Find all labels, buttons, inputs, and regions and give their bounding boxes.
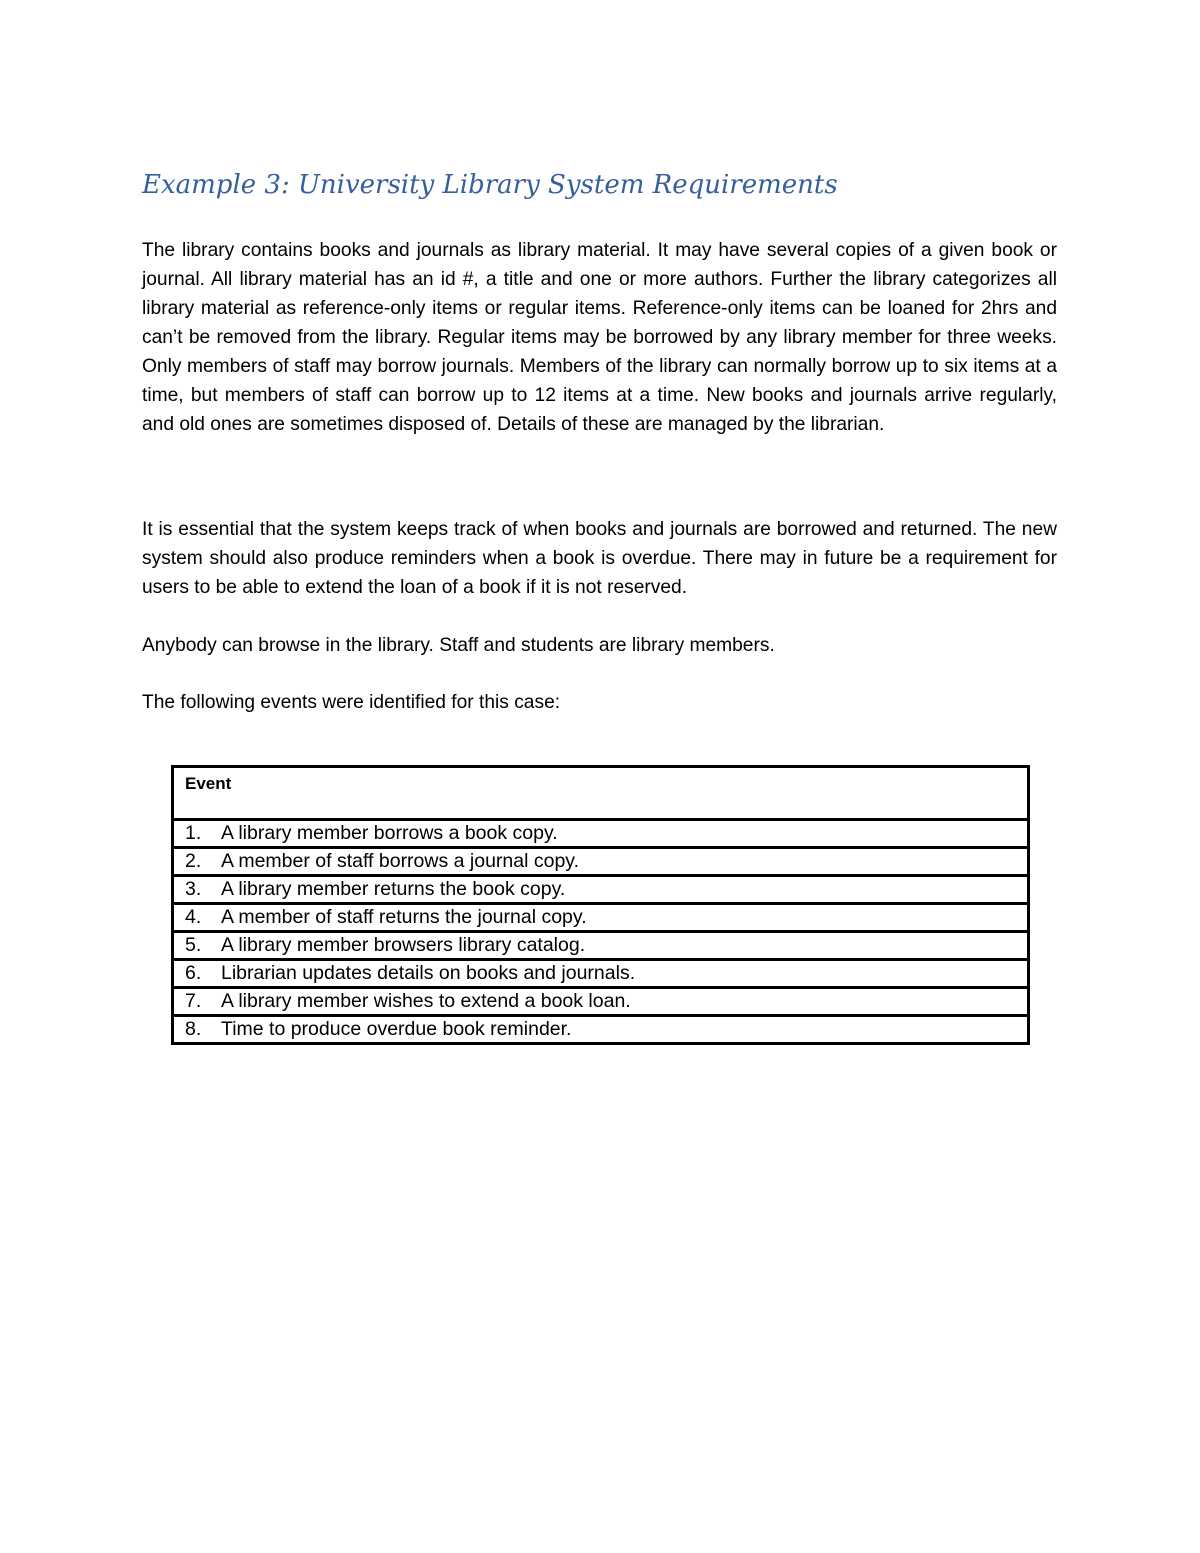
- event-number: 7.: [185, 990, 202, 1012]
- table-row: [173, 848, 1029, 876]
- event-text: A library member wishes to extend a book loan.: [221, 990, 631, 1012]
- event-number: 3.: [185, 878, 202, 900]
- paragraph-events-intro: The following events were identified for this case:: [142, 692, 561, 713]
- paragraph-library-members: Anybody can browse in the library. Staff and students are library members.: [142, 635, 775, 656]
- paragraph-system-requirements: It is essential that the system keeps track of when books and journals are borrowed and returned. The new system should also produce reminders when a book is overdue. There may in future be a requirement for users to be able to extend the loan of a book if it is not reserved.: [142, 519, 1057, 598]
- event-cell: [173, 820, 1029, 848]
- document-title: Example 3: University Library System Requirements: [142, 170, 838, 200]
- event-number: 6.: [185, 962, 202, 984]
- event-text: Time to produce overdue book reminder.: [221, 1018, 572, 1040]
- event-cell: [173, 932, 1029, 960]
- table-row: [173, 1016, 1029, 1044]
- paragraph-library-description: The library contains books and journals as library material. It may have several copies of a given book or journal. All library material has an id #, a title and one or more authors. Further the library categorizes all library material as reference-only items or regular items. Reference-only items can be loaned for 2hrs and can’t be removed from the library. Regular items may be borrowed by any library member for three weeks. Only members of staff may borrow journals. Members of the library can normally borrow up to six items at a time, but members of staff can borrow up to 12 items at a time. New books and journals arrive regularly, and old ones are sometimes disposed of. Details of these are managed by the librarian.: [142, 240, 1057, 435]
- table-row: [173, 932, 1029, 960]
- event-cell: [173, 848, 1029, 876]
- event-text: Librarian updates details on books and journals.: [221, 962, 636, 984]
- event-cell: [173, 904, 1029, 932]
- event-cell: [173, 876, 1029, 904]
- event-text: A member of staff borrows a journal copy.: [221, 850, 580, 872]
- event-text: A library member returns the book copy.: [221, 878, 566, 900]
- event-number: 5.: [185, 934, 202, 956]
- event-cell: [173, 1016, 1029, 1044]
- event-text: A library member browsers library catalog.: [221, 934, 586, 956]
- table-row: [173, 904, 1029, 932]
- event-number: 8.: [185, 1018, 202, 1040]
- event-number: 1.: [185, 822, 202, 844]
- event-text: A member of staff returns the journal copy.: [221, 906, 587, 928]
- events-table: [171, 765, 1030, 1045]
- table-row: [173, 960, 1029, 988]
- events-table-header: Event: [173, 767, 1029, 820]
- event-text: A library member borrows a book copy.: [221, 822, 558, 844]
- table-row: [173, 820, 1029, 848]
- event-number: 2.: [185, 850, 202, 872]
- table-row: [173, 988, 1029, 1016]
- events-table-header-row: [173, 767, 1029, 820]
- event-cell: [173, 960, 1029, 988]
- event-cell: [173, 988, 1029, 1016]
- table-row: [173, 876, 1029, 904]
- event-number: 4.: [185, 906, 202, 928]
